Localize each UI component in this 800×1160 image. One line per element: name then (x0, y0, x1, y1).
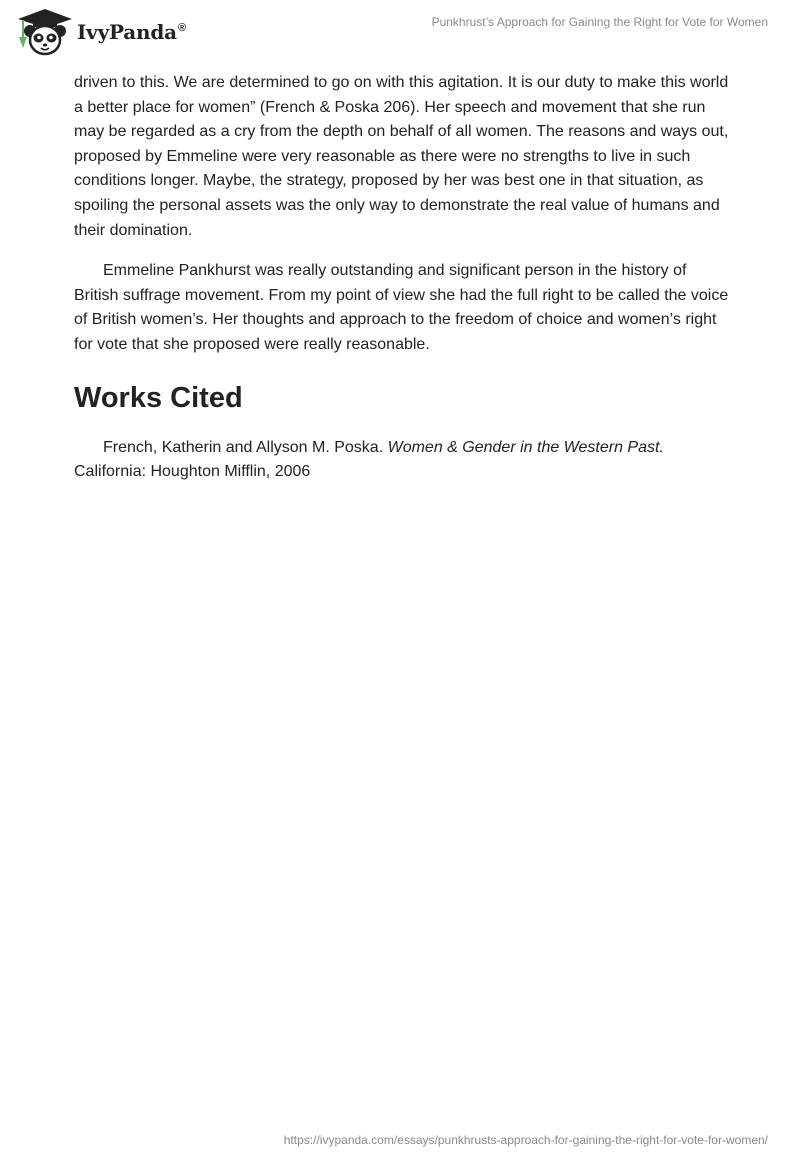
page-header (0, 0, 800, 62)
body-paragraph-conclusion: Emmeline Pankhurst was really outstanding and significant person in the history of British suffrage movement. From my point of view she had the full right to be called the voice of British women’s. Her thoughts and approach to the freedom of choice and women’s right for vote that she proposed were really reasonable. (74, 262, 729, 353)
document-title: Punkhrust’s Approach for Gaining the Right for Vote for Women (431, 15, 768, 29)
ivypanda-logo[interactable] (14, 8, 189, 56)
essay-body (74, 71, 730, 485)
citation-publisher: California: Houghton Mifflin, 2006 (74, 463, 311, 481)
source-url[interactable]: https://ivypanda.com/essays/punkhrusts-approach-for-gaining-the-right-for-vote-for-women/ (283, 1133, 768, 1147)
works-cited-heading: Works Cited (74, 381, 243, 414)
citation-title: Women & Gender in the Western Past. (387, 438, 664, 456)
registered-mark: ® (177, 22, 186, 35)
citation-entry (74, 436, 730, 485)
body-paragraph-continued: driven to this. We are determined to go on with this agitation. It is our duty to make this world a better place for women” (French & Poska 206). Her speech and movement that she run may be regarded as a cry from the depth on behalf of all women. The reasons and ways out, proposed by Emmeline were very reasonable as there were no strengths to live in such conditions longer. Maybe, the strategy, proposed by her was best one in that situation, as spoiling the personal assets was the only way to demonstrate the real value of humans and their domination. (74, 74, 729, 239)
citation-authors: French, Katherin and Allyson M. Poska. (103, 438, 388, 456)
panda-graduate-icon (14, 8, 76, 56)
logo-wordmark: IvyPanda® (77, 20, 186, 44)
